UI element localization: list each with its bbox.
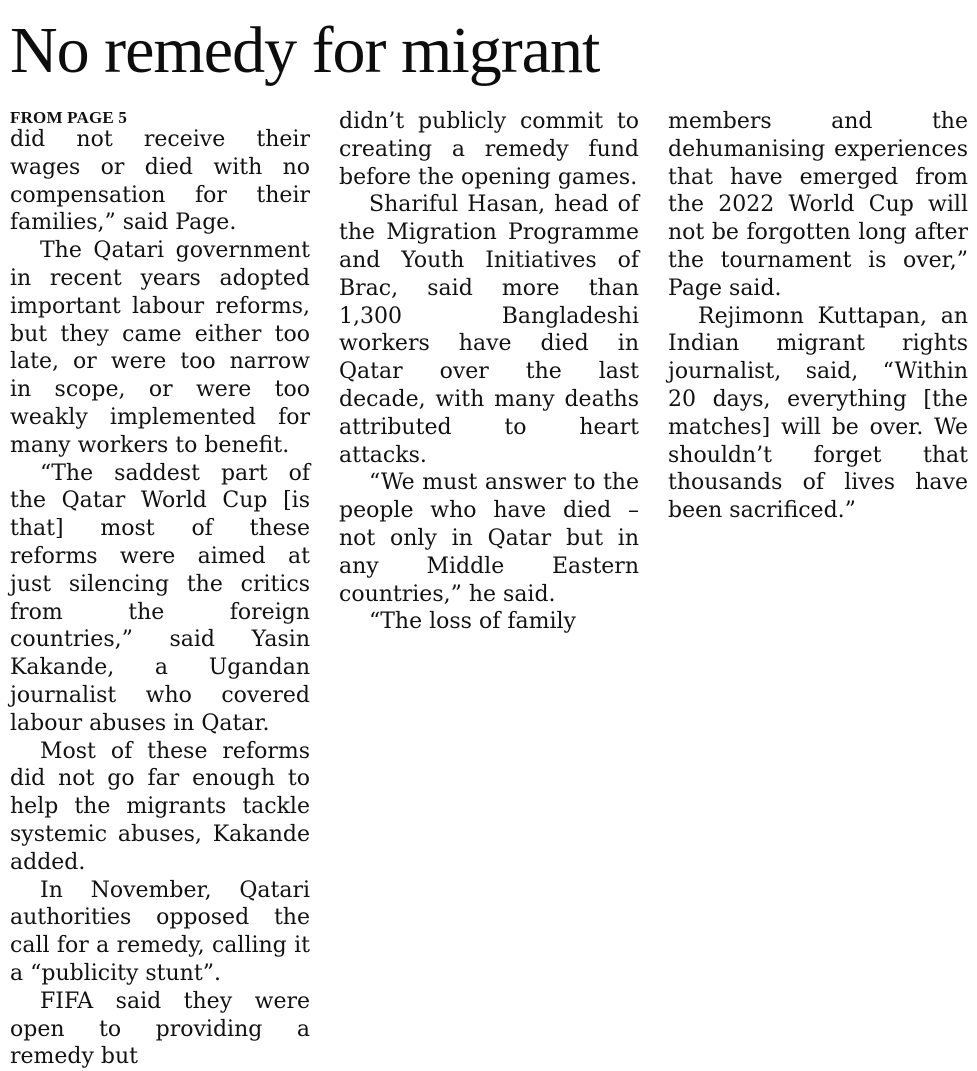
paragraph: The Qatari government in recent years adopted important labour reforms, but they came either too late, or were too narrow in scope, or were too weakly implemented for many workers to benefit. [10, 238, 310, 458]
paragraph: did not receive their wages or died with no compensation for their families,” said Page. [10, 127, 310, 236]
paragraph: “The saddest part of the Qatar World Cup [is that] most of these reforms were aimed at just silencing the critics from the foreign countries,” said Yasin Kakande, a Ugandan journalist who covered labour abuses in Qatar. [10, 460, 310, 736]
paragraph: Rejimonn Kuttapan, an Indian migrant rights journalist, said, “Within 20 days, everything [the matches] will be over. We shouldn’t forget that thousands of lives have been sacrificed.” [668, 303, 968, 524]
jump-label: FROM PAGE 5 [10, 108, 128, 127]
article-column-3 [668, 108, 968, 525]
headline: No remedy for migrant [10, 14, 600, 87]
paragraph: members and the dehumanising experiences that have emerged from the 2022 World Cup will not be forgotten long after the tournament is over,” Page said. [668, 109, 968, 301]
paragraph: Most of these reforms did not go far enough to help the migrants tackle systemic abuses, Kakande added. [10, 738, 310, 875]
paragraph: “We must answer to the people who have died – not only in Qatar but in any Middle Eastern countries,” he said. [339, 470, 639, 607]
paragraph: FIFA said they were open to providing a remedy but [10, 988, 310, 1070]
article-column-1 [10, 108, 310, 1071]
paragraph: In November, Qatari authorities opposed the call for a remedy, calling it a “publicity stunt”. [10, 877, 310, 986]
article-column-2 [339, 108, 639, 636]
paragraph: didn’t publicly commit to creating a remedy fund before the opening games. [339, 109, 639, 190]
paragraph: Shariful Hasan, head of the Migration Programme and Youth Initiatives of Brac, said more than 1,300 Bangladeshi workers have died in Qatar over the last decade, with many deaths attributed to heart attacks. [339, 192, 639, 468]
paragraph: “The loss of family [369, 609, 576, 635]
